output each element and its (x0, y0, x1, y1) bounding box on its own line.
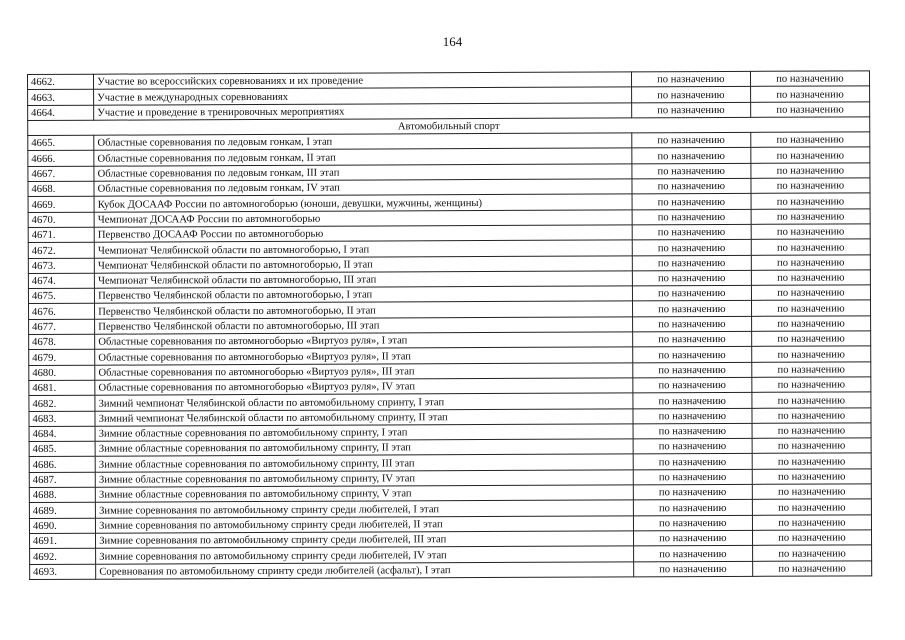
event-name: Зимний чемпионат Челябинской области по автомобильному спринту, II этап (95, 408, 633, 426)
deadline-col1: по назначению (632, 362, 751, 378)
row-number: 4684. (29, 426, 95, 442)
event-name: Зимние областные соревнования по автомобильному спринту, II этап (95, 439, 633, 457)
deadline-col1: по назначению (632, 347, 751, 363)
event-name: Областные соревнования по автомногоборью «Виртуоз руля», IV этап (95, 378, 633, 396)
row-number: 4678. (29, 334, 95, 350)
deadline-col2: по назначению (752, 361, 871, 377)
row-number: 4666. (28, 151, 94, 167)
deadline-col2: по назначению (750, 86, 869, 102)
event-name: Областные соревнования по автомногоборью «Виртуоз руля», I этап (95, 332, 633, 350)
event-name: Областные соревнования по автомногоборью «Виртуоз руля», II этап (95, 347, 633, 365)
deadline-col1: по назначению (633, 423, 752, 439)
table-body-before-section (28, 71, 870, 121)
deadline-col2: по назначению (752, 560, 871, 576)
row-number: 4671. (28, 227, 94, 243)
event-name: Областные соревнования по автомногоборью «Виртуоз руля», III этап (95, 363, 633, 381)
deadline-col2: по назначению (752, 484, 871, 500)
deadline-col1: по назначению (631, 71, 750, 87)
event-name: Областные соревнования по ледовым гонкам, III этап (94, 164, 632, 182)
row-number: 4672. (28, 242, 94, 258)
event-name: Чемпионат Челябинской области по автомногоборью, I этап (94, 240, 632, 258)
deadline-col1: по назначению (633, 515, 752, 531)
deadline-col1: по назначению (632, 194, 751, 210)
deadline-col2: по назначению (750, 71, 869, 87)
deadline-col2: по назначению (750, 101, 869, 117)
row-number: 4686. (29, 457, 95, 473)
row-number: 4669. (28, 197, 94, 213)
event-name: Областные соревнования по ледовым гонкам, IV этап (94, 179, 632, 197)
event-name: Первенство Челябинской области по автомногоборью, I этап (95, 286, 633, 304)
deadline-col1: по назначению (633, 561, 752, 577)
event-name: Чемпионат ДОСААФ России по автомногоборью (94, 210, 632, 228)
event-name: Первенство Челябинской области по автомногоборью, III этап (95, 317, 633, 335)
row-number: 4683. (29, 411, 95, 427)
deadline-col1: по назначению (632, 240, 751, 256)
event-name: Соревнования по автомобильному спринту среди любителей (асфальт), I этап (96, 561, 634, 579)
deadline-col2: по назначению (752, 438, 871, 454)
deadline-col2: по назначению (752, 407, 871, 423)
deadline-col2: по назначению (751, 254, 870, 270)
row-number: 4664. (28, 105, 94, 121)
deadline-col2: по назначению (751, 147, 870, 163)
deadline-col1: по назначению (632, 301, 751, 317)
events-table (27, 70, 872, 579)
deadline-col1: по назначению (632, 270, 751, 286)
event-name: Зимние соревнования по автомобильному спринту среди любителей, IV этап (96, 546, 634, 564)
event-name: Зимние областные соревнования по автомобильному спринту, V этап (95, 485, 633, 503)
page-number: 164 (442, 34, 463, 49)
deadline-col2: по назначению (751, 285, 870, 301)
deadline-col2: по назначению (752, 377, 871, 393)
deadline-col2: по назначению (751, 193, 870, 209)
row-number: 4692. (30, 548, 96, 564)
row-number: 4662. (28, 74, 94, 90)
deadline-col1: по назначению (632, 255, 751, 271)
deadline-col2: по назначению (751, 270, 870, 286)
event-name: Участие и проведение в тренировочных мероприятиях (94, 102, 632, 120)
deadline-col1: по назначению (631, 133, 750, 149)
table-row (30, 560, 872, 579)
deadline-col1: по назначению (633, 530, 752, 546)
event-name: Зимние соревнования по автомобильному спринту среди любителей, II этап (96, 515, 634, 533)
event-name: Зимние соревнования по автомобильному спринту среди любителей, III этап (96, 531, 634, 549)
row-number: 4691. (30, 533, 96, 549)
event-name: Зимние областные соревнования по автомобильному спринту, I этап (95, 424, 633, 442)
deadline-col2: по назначению (752, 423, 871, 439)
row-number: 4688. (29, 487, 95, 503)
deadline-col2: по назначению (752, 469, 871, 485)
deadline-col1: по назначению (633, 469, 752, 485)
row-number: 4676. (29, 304, 95, 320)
deadline-col2: по назначению (752, 453, 871, 469)
deadline-col2: по назначению (751, 300, 870, 316)
event-name: Областные соревнования по ледовым гонкам, II этап (94, 148, 632, 166)
deadline-col2: по назначению (751, 178, 870, 194)
table-body-after-section (28, 132, 872, 579)
deadline-col2: по назначению (751, 239, 870, 255)
row-number: 4681. (29, 380, 95, 396)
event-name: Чемпионат Челябинской области по автомногоборью, III этап (95, 271, 633, 289)
row-number: 4682. (29, 395, 95, 411)
deadline-col2: по назначению (751, 224, 870, 240)
deadline-col2: по назначению (751, 132, 870, 148)
deadline-col1: по назначению (632, 316, 751, 332)
row-number: 4668. (28, 181, 94, 197)
deadline-col1: по назначению (633, 546, 752, 562)
deadline-col1: по назначению (633, 408, 752, 424)
row-number: 4663. (28, 90, 94, 106)
row-number: 4690. (29, 518, 95, 534)
deadline-col2: по назначению (752, 530, 871, 546)
event-name: Участие во всероссийских соревнованиях и их проведение (94, 72, 632, 90)
deadline-col1: по назначению (632, 209, 751, 225)
deadline-col2: по назначению (751, 163, 870, 179)
event-name: Зимние областные соревнования по автомобильному спринту, IV этап (95, 470, 633, 488)
deadline-col1: по назначению (632, 178, 751, 194)
deadline-col2: по назначению (752, 392, 871, 408)
deadline-col2: по назначению (752, 499, 871, 515)
deadline-col2: по назначению (751, 208, 870, 224)
section-title: Автомобильный спорт (28, 117, 870, 136)
deadline-col2: по назначению (752, 346, 871, 362)
deadline-col1: по назначению (633, 377, 752, 393)
row-number: 4667. (28, 166, 94, 182)
row-number: 4673. (28, 258, 94, 274)
row-number: 4675. (28, 288, 94, 304)
deadline-col2: по назначению (751, 331, 870, 347)
row-number: 4677. (29, 319, 95, 335)
row-number: 4689. (29, 503, 95, 519)
deadline-col1: по назначению (633, 484, 752, 500)
event-name: Зимние соревнования по автомобильному спринту среди любителей, I этап (96, 500, 634, 518)
event-name: Первенство Челябинской области по автомногоборью, II этап (95, 301, 633, 319)
deadline-col2: по назначению (752, 514, 871, 530)
event-name: Зимний чемпионат Челябинской области по автомобильному спринту, I этап (95, 393, 633, 411)
row-number: 4679. (29, 350, 95, 366)
deadline-col1: по назначению (633, 393, 752, 409)
deadline-col1: по назначению (632, 285, 751, 301)
deadline-col1: по назначению (632, 163, 751, 179)
event-name: Кубок ДОСААФ России по автомногоборью (юноши, девушки, мужчины, женщины) (94, 194, 632, 212)
row-number: 4665. (28, 135, 94, 151)
row-number: 4670. (28, 212, 94, 228)
event-name: Областные соревнования по ледовым гонкам, I этап (94, 133, 632, 151)
deadline-col1: по назначению (632, 224, 751, 240)
deadline-col1: по назначению (633, 438, 752, 454)
row-number: 4693. (30, 564, 96, 580)
deadline-col1: по назначению (631, 87, 750, 103)
deadline-col1: по назначению (631, 102, 750, 118)
deadline-col1: по назначению (633, 500, 752, 516)
event-name: Зимние областные соревнования по автомобильному спринту, III этап (95, 454, 633, 472)
row-number: 4685. (29, 441, 95, 457)
deadline-col2: по назначению (751, 316, 870, 332)
event-name: Участие в международных соревнованиях (94, 87, 632, 105)
event-name: Чемпионат Челябинской области по автомногоборью, II этап (94, 255, 632, 273)
row-number: 4687. (29, 472, 95, 488)
deadline-col1: по назначению (632, 148, 751, 164)
deadline-col1: по назначению (633, 454, 752, 470)
row-number: 4680. (29, 365, 95, 381)
deadline-col1: по назначению (632, 331, 751, 347)
deadline-col2: по назначению (752, 545, 871, 561)
row-number: 4674. (28, 273, 94, 289)
event-name: Первенство ДОСААФ России по автомногоборью (94, 225, 632, 243)
